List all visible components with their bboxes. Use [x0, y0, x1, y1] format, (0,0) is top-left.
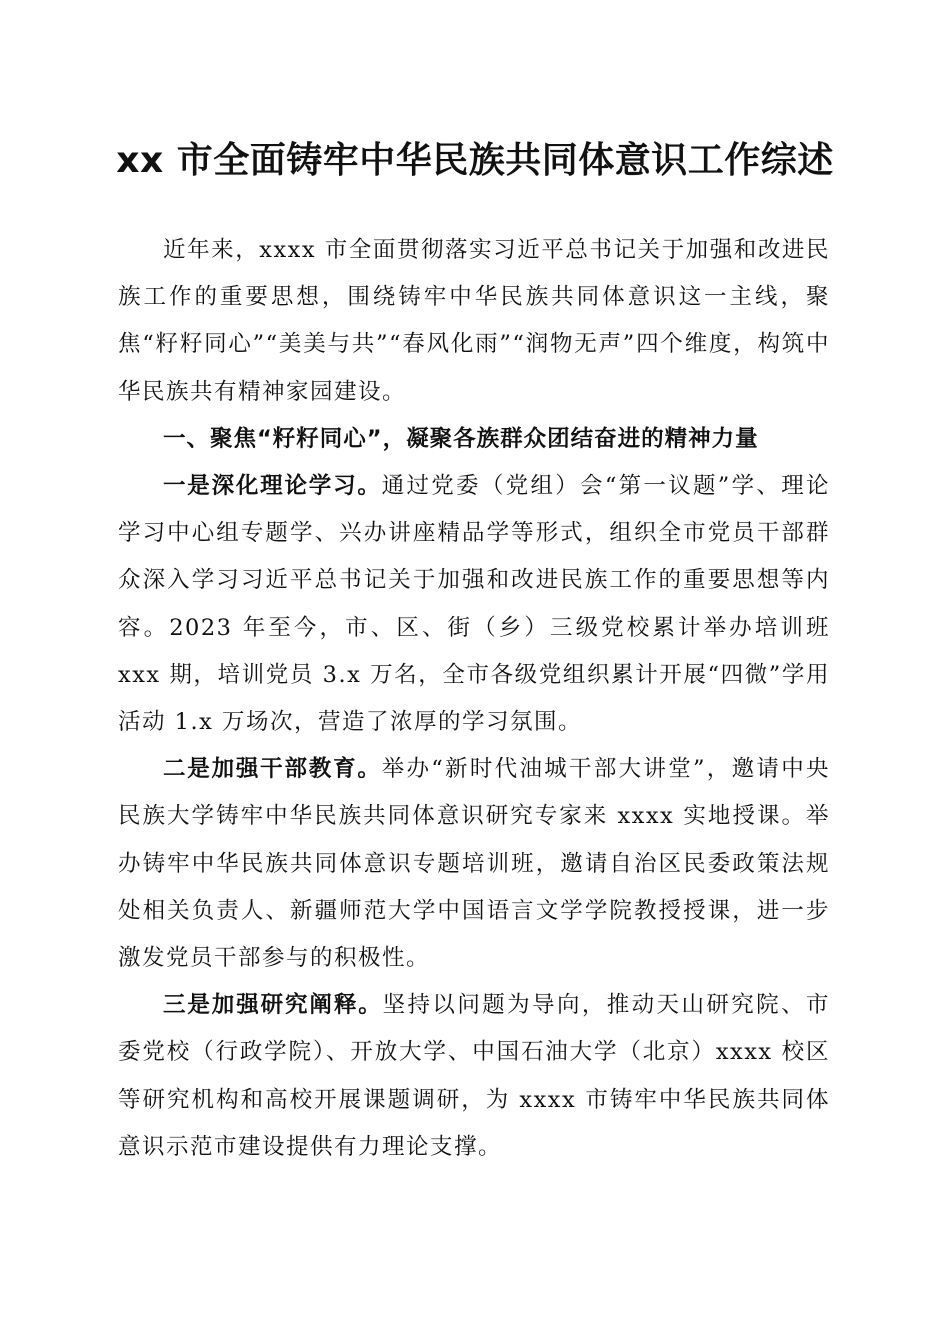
body-paragraph: [118, 746, 830, 982]
document-body: [118, 227, 830, 1171]
document-title: xx 市全面铸牢中华民族共同体意识工作综述: [116, 140, 834, 181]
paragraph-lead: 一是深化理论学习。: [163, 473, 382, 500]
paragraph-text: 坚持以问题为导向，推动天山研究院、市委党校（行政学院）、开放大学、中国石油大学（北京）xxxx 校区等研究机构和高校开展课题调研，为 xxxx 市铸牢中华民族共同体意识示范市建设提供有力理论支撑。: [118, 992, 830, 1160]
intro-paragraph: 近年来，xxxx 市全面贯彻落实习近平总书记关于加强和改进民族工作的重要思想，围绕铸牢中华民族共同体意识这一主线，聚焦“籽籽同心”“美美与共”“春风化雨”“润物无声”四个维度，构筑中华民族共有精神家园建设。: [118, 237, 830, 405]
paragraph-lead: 三是加强研究阐释。: [163, 992, 383, 1019]
body-paragraph: [118, 982, 830, 1171]
paragraph-lead: 二是加强干部教育。: [163, 756, 382, 783]
paragraph-text: 通过党委（党组）会“第一议题”学、理论学习中心组专题学、兴办讲座精品学等形式，组织全市党员干部群众深入学习习近平总书记关于加强和改进民族工作的重要思想等内容。2023 年至今，市、区、街（乡）三级党校累计举办培训班 xxx 期，培训党员 3.x 万名，全市各级党组织累计开展“四微”学用活动 1.x 万场次，营造了浓厚的学习氛围。: [118, 473, 830, 736]
section-heading: 一、聚焦“籽籽同心”，凝聚各族群众团结奋进的精神力量: [163, 425, 759, 452]
paragraph-text: 举办“新时代油城干部大讲堂”，邀请中央民族大学铸牢中华民族共同体意识研究专家来 xxxx 实地授课。举办铸牢中华民族共同体意识专题培训班，邀请自治区民委政策法规处相关负责人、新疆师范大学中国语言文学学院教授授课，进一步激发党员干部参与的积极性。: [118, 756, 830, 972]
body-paragraph: [118, 463, 830, 746]
